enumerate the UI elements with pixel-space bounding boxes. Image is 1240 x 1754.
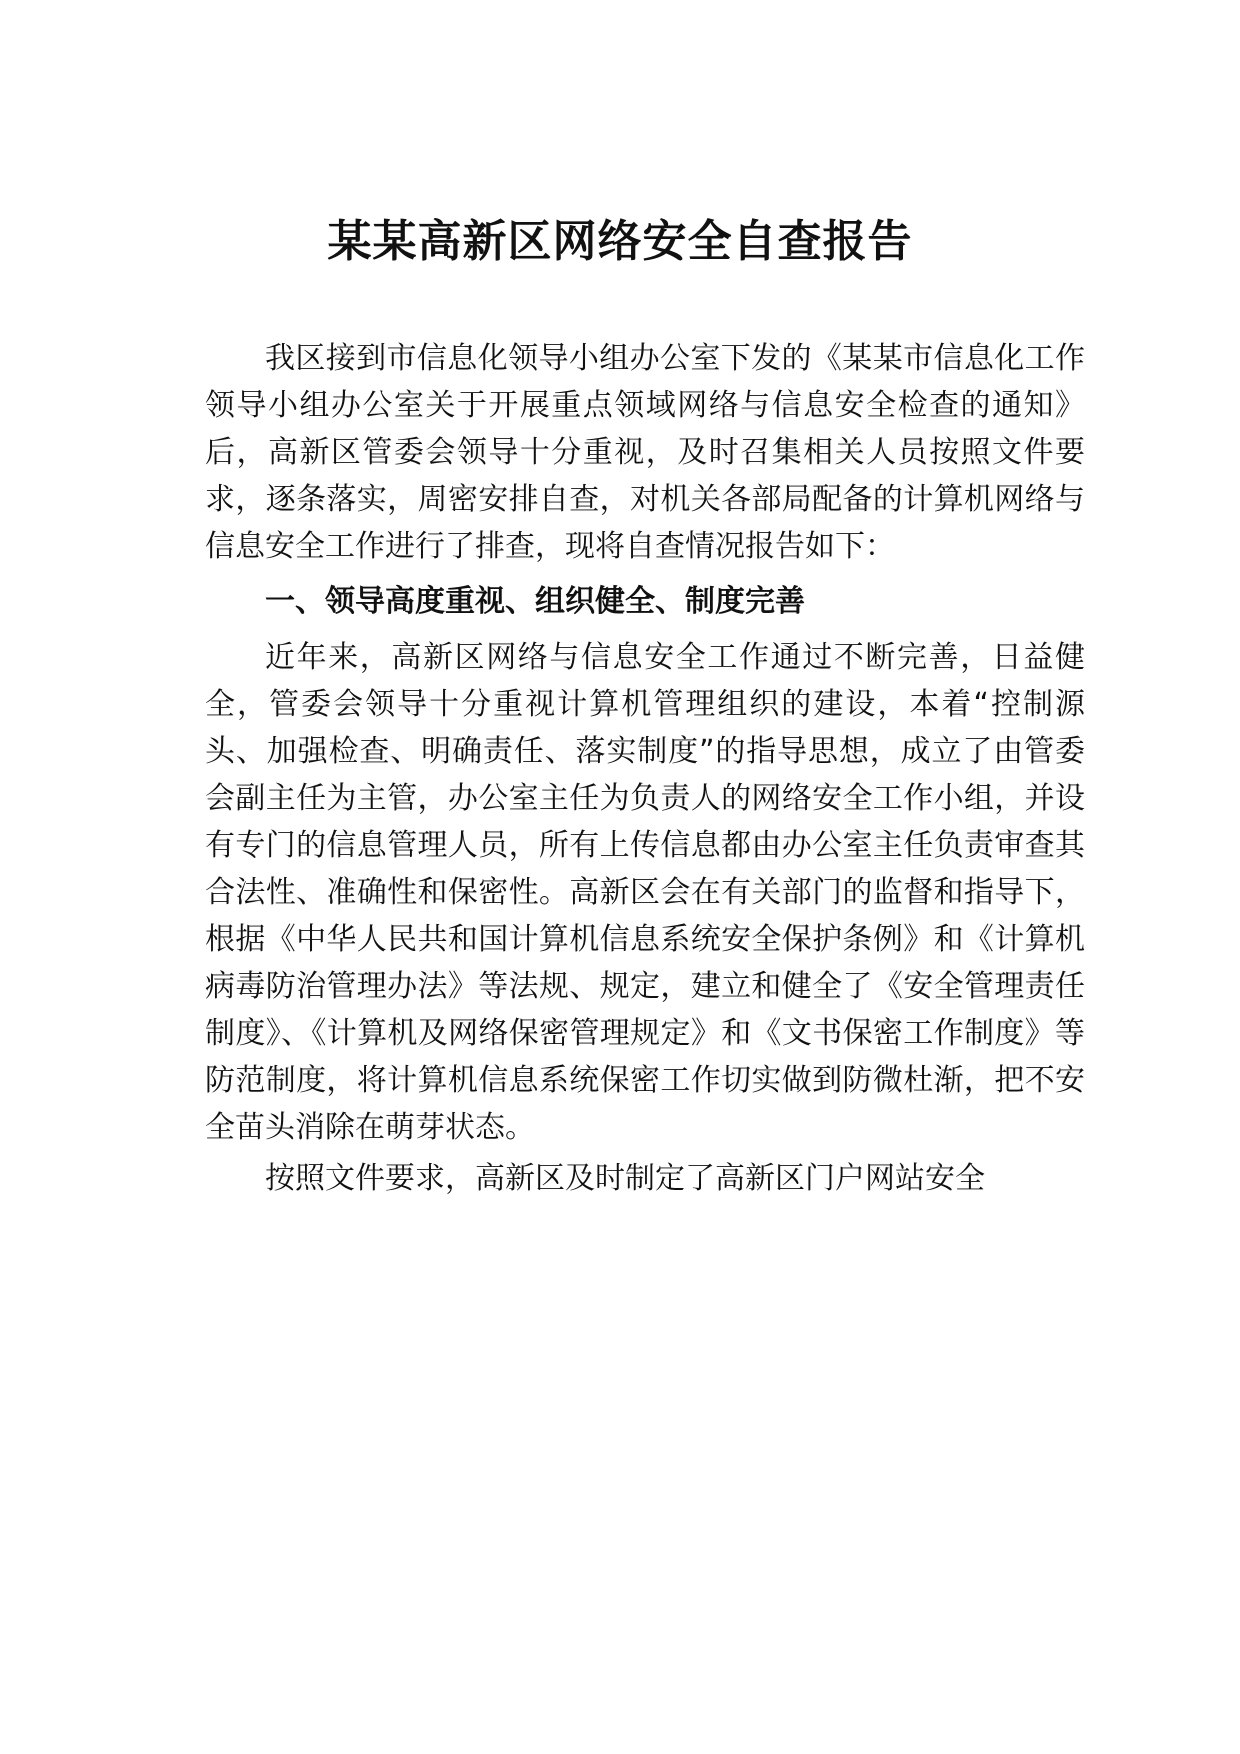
intro-paragraph: 我区接到市信息化领导小组办公室下发的《某某市信息化工作领导小组办公室关于开展重点领域网络与信息安全检查的通知》后，高新区管委会领导十分重视，及时召集相关人员按照文件要求，逐条落实，周密安排自查，对机关各部局配备的计算机网络与信息安全工作进行了排查，现将自查情况报告如下：: [205, 341, 1085, 564]
section-paragraph-2: 按照文件要求，高新区及时制定了高新区门户网站安全: [265, 1161, 985, 1196]
section-heading: 一、领导高度重视、组织健全、制度完善: [265, 584, 805, 619]
document-title: 某某高新区网络安全自查报告: [327, 216, 913, 267]
document-body: [205, 335, 1085, 1202]
section-paragraph-1: 近年来，高新区网络与信息安全工作通过不断完善，日益健全，管委会领导十分重视计算机管理组织的建设，本着“控制源头、加强检查、明确责任、落实制度”的指导思想，成立了由管委会副主任为主管，办公室主任为负责人的网络安全工作小组，并设有专门的信息管理人员，所有上传信息都由办公室主任负责审查其合法性、准确性和保密性。高新区会在有关部门的监督和指导下，根据《中华人民共和国计算机信息系统安全保护条例》和《计算机病毒防治管理办法》等法规、规定，建立和健全了《安全管理责任制度》、《计算机及网络保密管理规定》和《文书保密工作制度》等防范制度，将计算机信息系统保密工作切实做到防微杜渐，把不安全苗头消除在萌芽状态。: [205, 640, 1085, 1145]
